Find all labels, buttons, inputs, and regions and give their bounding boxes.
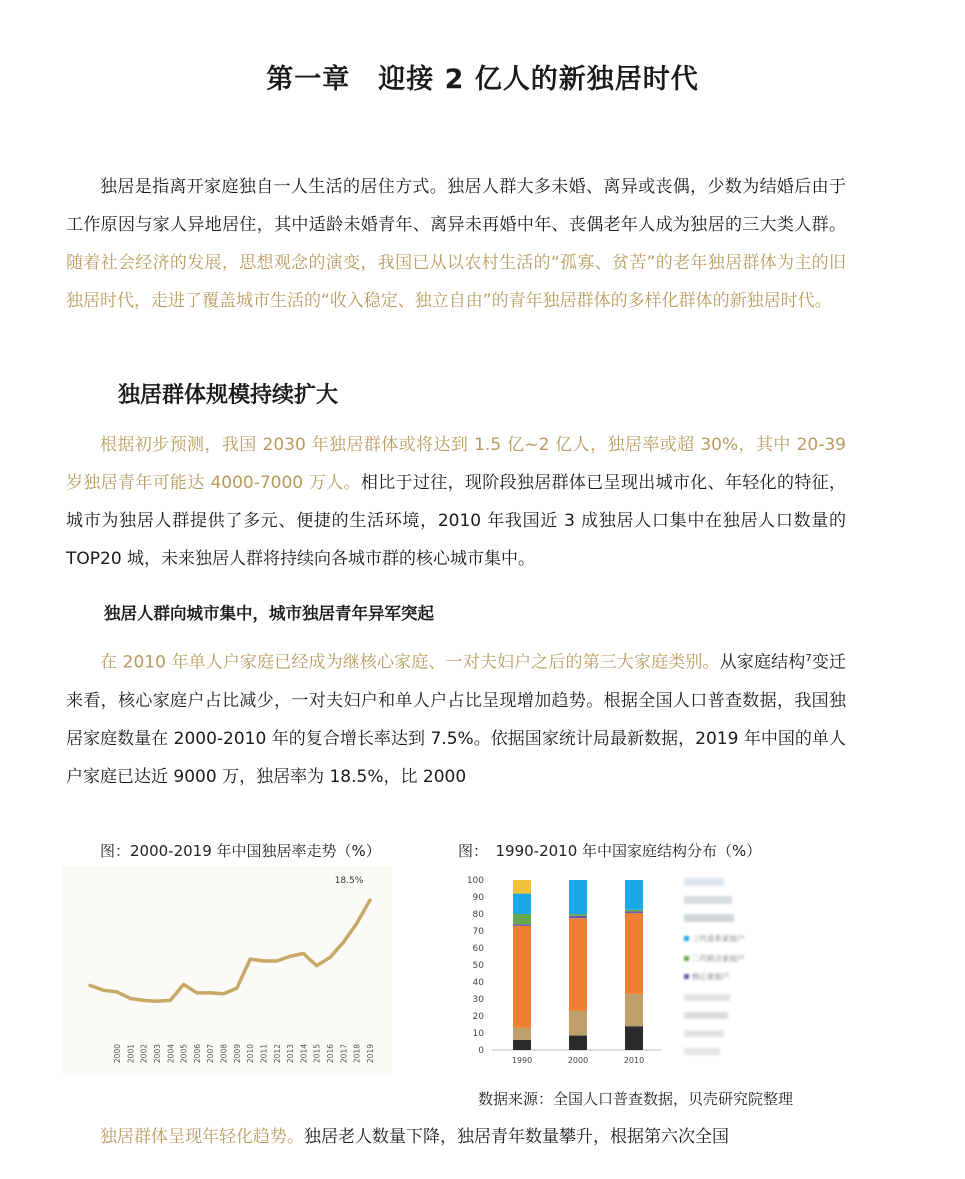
y-tick-label: 60 — [472, 944, 484, 954]
x-tick-label: 2008 — [219, 1044, 229, 1064]
x-category-label: 2010 — [623, 1056, 645, 1065]
x-tick-label: 2010 — [246, 1044, 256, 1064]
x-tick-label: 2007 — [206, 1044, 216, 1064]
legend-swatch-green — [684, 956, 689, 961]
last-paragraph — [100, 1118, 860, 1156]
line-lead-in — [90, 985, 117, 992]
end-value-label: 18.5% — [334, 876, 364, 886]
legend-swatch-blue — [684, 936, 689, 941]
bar-segment-1990-4 — [513, 914, 531, 924]
scale-highlight-text: 根据初步预测，我国 2030 年独居群体或将达到 1.5 亿~2 亿人，独居率或超 30%，其中 20-39 岁独居青年可能达 4000-7000 万人。 — [66, 435, 846, 493]
bar-segment-2010-2 — [625, 913, 643, 994]
x-tick-label: 2015 — [312, 1044, 322, 1064]
bar-segment-2010-1 — [625, 994, 643, 1026]
legend — [684, 878, 745, 1055]
bar-segment-2010-0 — [625, 1026, 643, 1050]
bar-segment-1990-0 — [513, 1040, 531, 1050]
structure-highlight-text: 在 2010 年单人户家庭已经成为继核心家庭、一对夫妇户之后的第三大家庭类别。 — [100, 652, 720, 673]
x-tick-label: 2011 — [259, 1044, 269, 1064]
footnote-marker[interactable]: 7 — [805, 653, 812, 664]
x-tick-label: 2018 — [352, 1044, 362, 1064]
figure1-caption: 图：2000-2019 年中国独居率走势（%） — [100, 842, 381, 860]
bar-segment-1990-3 — [513, 924, 531, 926]
x-tick-label: 2014 — [299, 1044, 309, 1064]
bar-segment-2010-3 — [625, 911, 643, 913]
x-tick-label: 2006 — [192, 1044, 202, 1064]
household-structure-bar-chart — [462, 870, 752, 1070]
intro-paragraph — [66, 168, 846, 320]
bar-segment-2000-0 — [569, 1036, 587, 1050]
y-tick-label: 70 — [472, 927, 484, 937]
x-tick-label: 2005 — [179, 1044, 189, 1064]
structure-paragraph — [66, 640, 846, 796]
bar-segment-2000-1 — [569, 1011, 587, 1036]
x-category-label: 1990 — [511, 1056, 533, 1065]
x-tick-label: 2017 — [339, 1044, 349, 1064]
living-alone-rate-line-chart — [62, 866, 392, 1076]
x-tick-label: 2001 — [126, 1044, 136, 1064]
intro-highlight-text: 随着社会经济的发展，思想观念的演变，我国已从以农村生活的“孤寡、贫苦”的老年独居群体为主的旧独居时代，走进了覆盖城市生活的“收入稳定、独立自由”的青年独居群体的多样化群体的新独居时代。 — [66, 253, 846, 311]
last-plain-text: 独居老人数量下降，独居青年数量攀升，根据第六次全国 — [304, 1127, 729, 1147]
x-tick-label: 2016 — [326, 1044, 336, 1064]
x-tick-label: 2000 — [113, 1044, 122, 1064]
x-tick-label: 2012 — [272, 1044, 282, 1064]
x-tick-label: 2009 — [232, 1044, 242, 1064]
legend-label-1: 三代直系家庭户 — [692, 934, 745, 943]
x-tick-label: 2003 — [152, 1044, 162, 1064]
y-tick-label: 10 — [472, 1029, 484, 1039]
bar-segment-1990-5 — [513, 894, 531, 914]
scale-paragraph — [66, 426, 846, 578]
y-tick-label: 0 — [478, 1046, 484, 1056]
y-tick-label: 50 — [472, 961, 484, 971]
y-tick-label: 80 — [472, 910, 484, 920]
bar-segment-2000-3 — [569, 916, 587, 919]
y-tick-label: 100 — [466, 876, 484, 886]
bar-segment-2000-4 — [569, 914, 587, 916]
x-tick-label: 2004 — [166, 1044, 176, 1064]
legend-label-3: 核心家庭户 — [692, 972, 730, 981]
x-tick-label: 2002 — [139, 1044, 149, 1064]
legend-swatch-purple — [684, 974, 689, 979]
figure2-caption: 图： 1990-2010 年中国家庭结构分布（%） — [458, 842, 762, 860]
last-highlight-text: 独居群体呈现年轻化趋势。 — [100, 1127, 304, 1147]
bar-segment-2010-5 — [625, 880, 643, 910]
series-line — [117, 900, 370, 1001]
y-tick-label: 20 — [472, 1012, 484, 1022]
y-tick-label: 90 — [472, 893, 484, 903]
data-source-note: 数据来源：全国人口普查数据，贝壳研究院整理 — [478, 1090, 794, 1108]
chapter-title: 第一章 迎接 2 亿人的新独居时代 — [266, 64, 699, 95]
bar-segment-2000-5 — [569, 880, 587, 914]
x-category-label: 2000 — [567, 1056, 589, 1065]
section-heading: 独居群体规模持续扩大 — [118, 383, 339, 408]
subheading: 独居人群向城市集中，城市独居青年异军突起 — [104, 604, 434, 623]
structure-plain-text-1: 从家庭结构 — [719, 652, 806, 673]
x-tick-label: 2019 — [366, 1044, 375, 1064]
x-tick-label: 2013 — [286, 1044, 296, 1064]
y-tick-label: 40 — [472, 978, 484, 988]
y-tick-label: 30 — [472, 995, 484, 1005]
bar-segment-1990-6 — [513, 880, 531, 894]
bar-segment-2010-4 — [625, 910, 643, 912]
structure-plain-text-2: 变迁来看，核心家庭户占比减少，一对夫妇户和单人户占比呈现增加趋势。根据全国人口普查数据，我国独居家庭数量在 2000-2010 年的复合增长率达到 7.5%。依据国家统计局最新数据，2019 年中国的单人户家庭已达近 9000 万，独居率为 18.5%，比 2000 — [66, 652, 847, 787]
bar-segment-1990-1 — [513, 1028, 531, 1040]
scale-plain-text: 相比于过往，现阶段独居群体已呈现出城市化、年轻化的特征，城市为独居人群提供了多元、便捷的生活环境，2010 年我国近 3 成独居人口集中在独居人口数量的 TOP20 城，未来独居人群将持续向各城市群的核心城市集中。 — [66, 473, 847, 569]
legend-label-2: 二代联合家庭户 — [692, 954, 745, 963]
bar-segment-1990-2 — [513, 926, 531, 1028]
bar-segment-2000-2 — [569, 918, 587, 1011]
intro-plain-text: 独居是指离开家庭独自一人生活的居住方式。独居人群大多未婚、离异或丧偶，少数为结婚后由于工作原因与家人异地居住，其中适龄未婚青年、离异未再婚中年、丧偶老年人成为独居的三大类人群。 — [66, 177, 846, 235]
